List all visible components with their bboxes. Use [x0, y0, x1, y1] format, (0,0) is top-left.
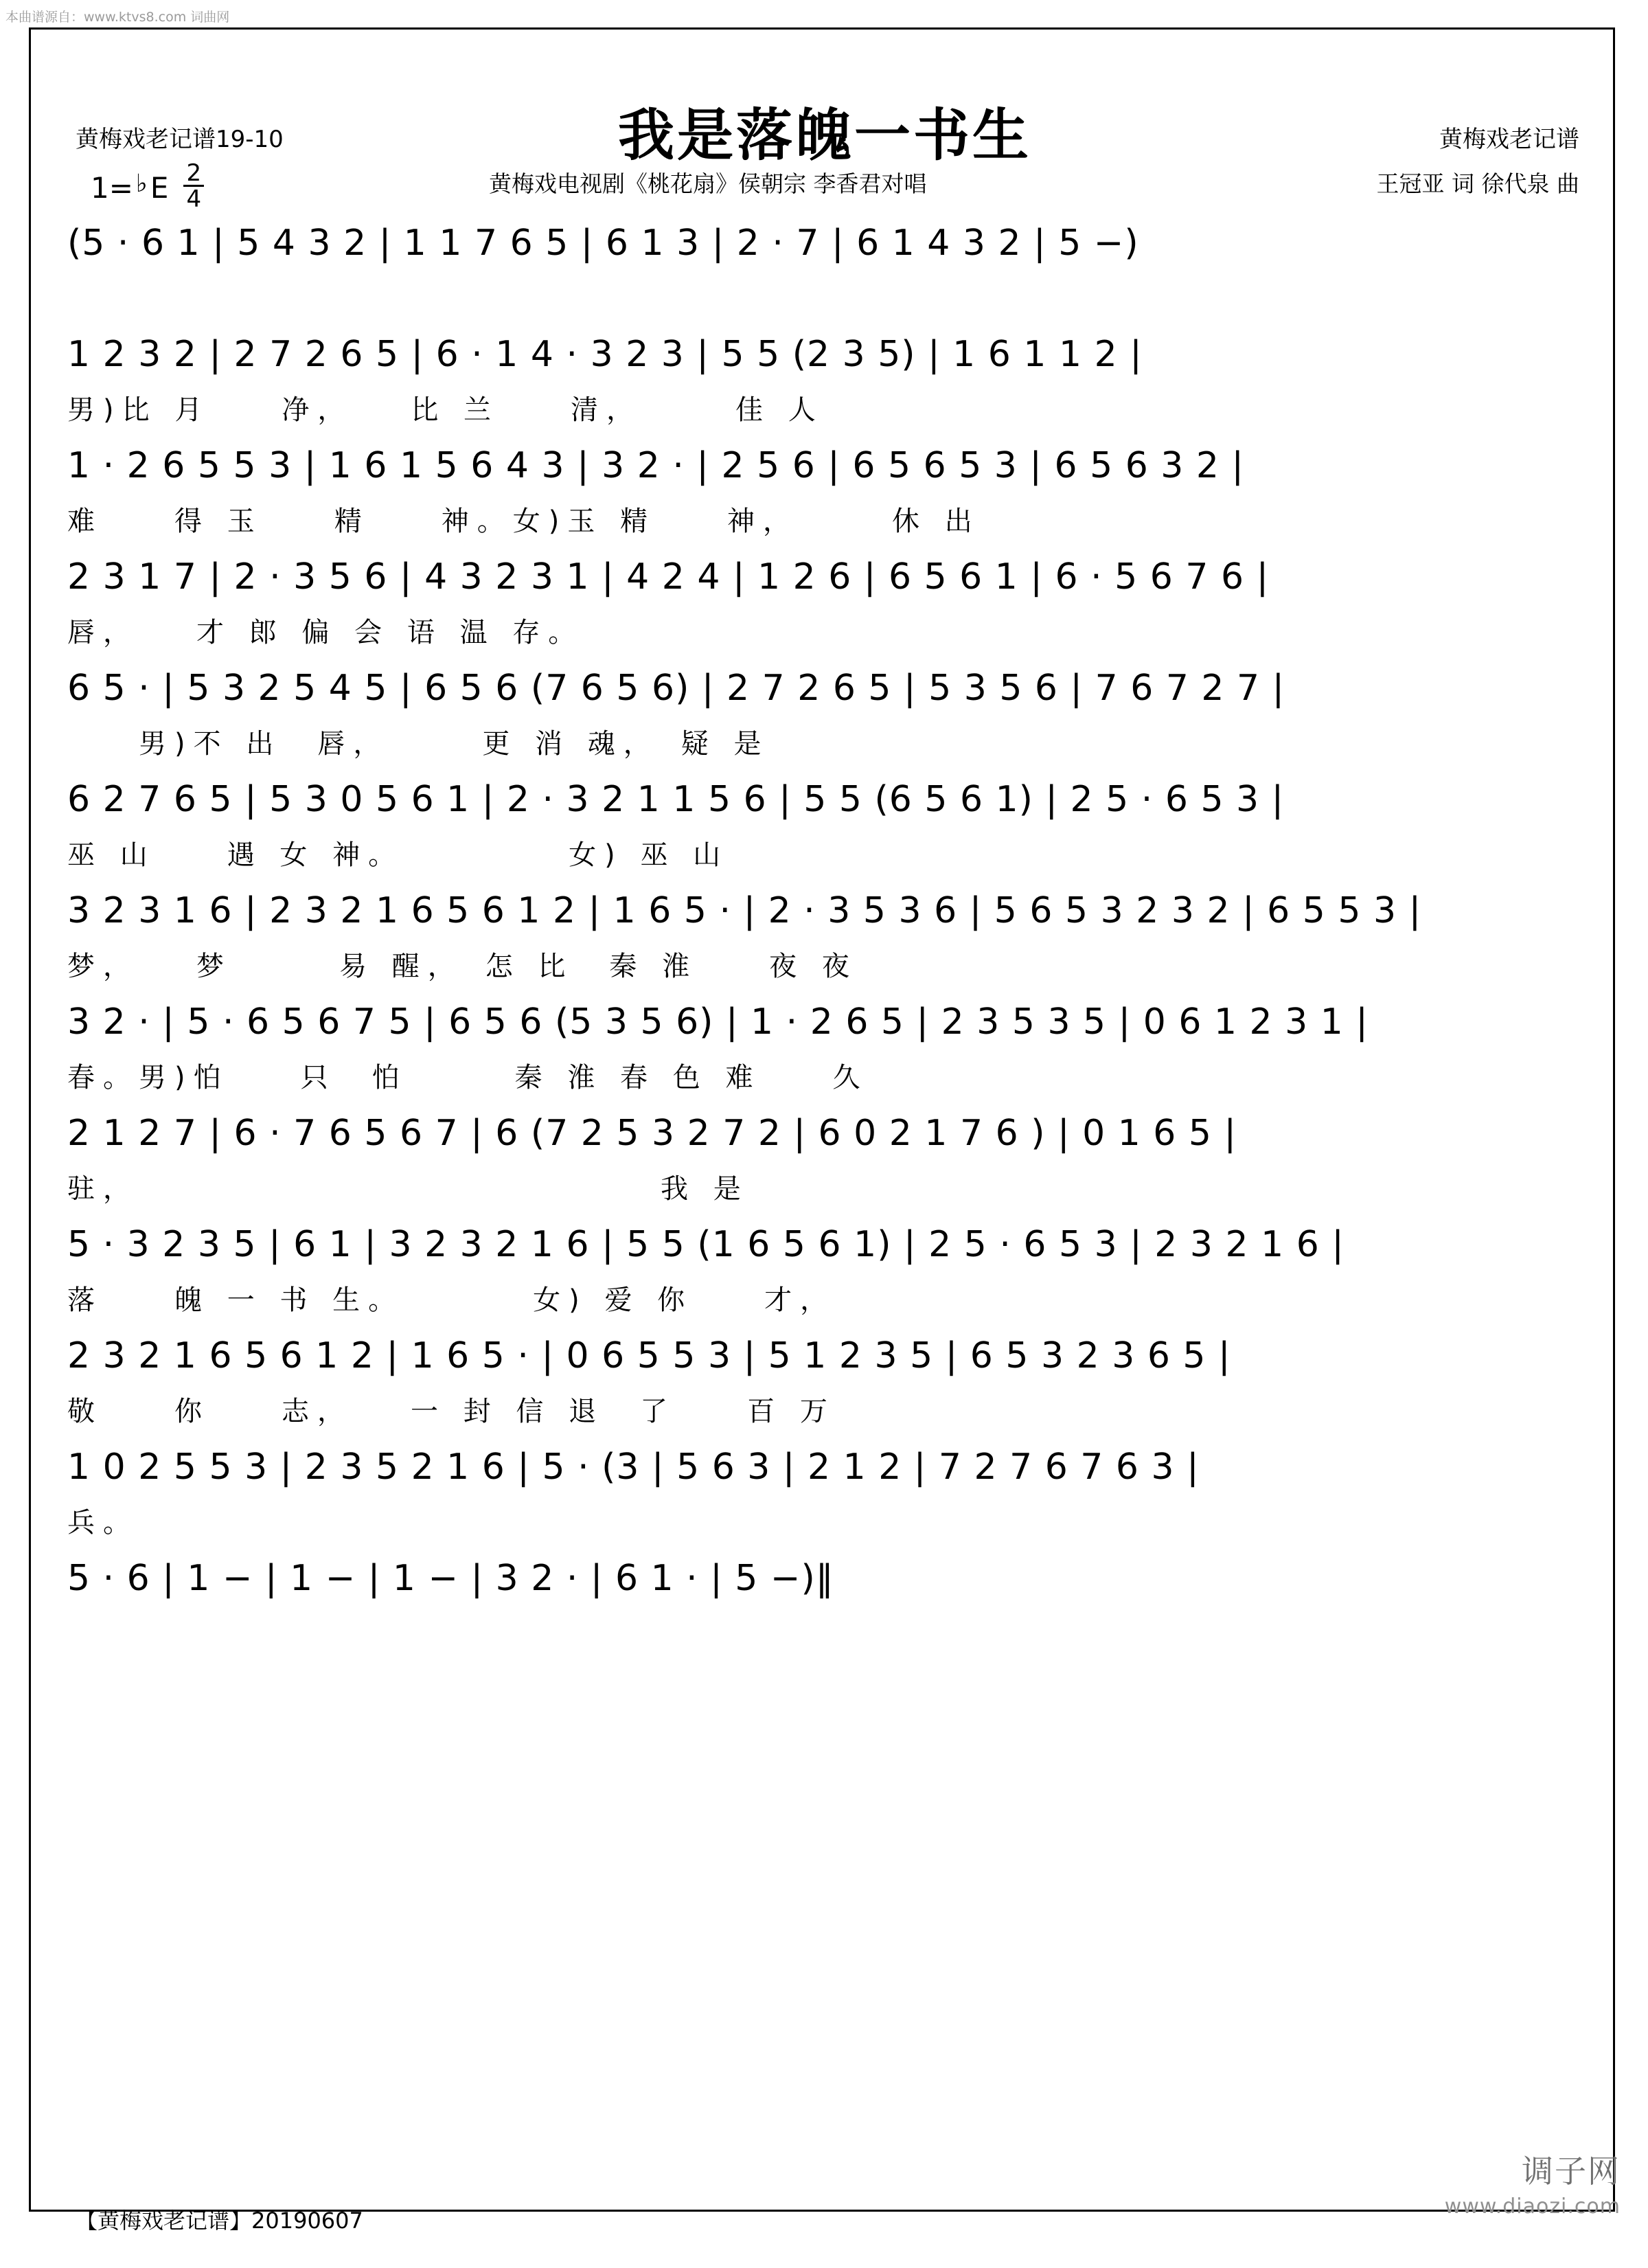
score-system [49, 210, 1600, 321]
notation-line: 1 · 2 6 5 5 3 | 1 6 1 5 6 4 3 | 3 2 · | 2 5 6 | 6 5 6 5 3 | 6 5 6 3 2 | [67, 445, 1245, 486]
notation-line: 5 · 6 | 1 − | 1 − | 1 − | 3 2 · | 6 1 · | 5 −)‖ [67, 1558, 834, 1599]
lyric-line: 男)比 月 净， 比 兰 清， 佳 人 [67, 394, 824, 426]
watermark-top-left: 本曲谱源自：www.ktvs8.com 词曲网 [5, 10, 230, 25]
score-body [49, 210, 1600, 1611]
key-label: 1= [91, 170, 133, 205]
notation-line: 3 2 3 1 6 | 2 3 2 1 6 5 6 1 2 | 1 6 5 · | 2 · 3 5 3 6 | 5 6 5 3 2 3 2 | 6 5 5 3 | [67, 890, 1422, 931]
series-label-left: 黄梅戏老记谱19-10 [76, 126, 284, 153]
lyric-line: 敬 你 志， 一 封 信 退 了 百 万 [67, 1396, 836, 1427]
notation-line: 2 1 2 7 | 6 · 7 6 5 6 7 | 6 (7 2 5 3 2 7 2 | 6 0 2 1 7 6 ) | 0 1 6 5 | [67, 1113, 1237, 1154]
time-signature-numerator: 2 [183, 162, 204, 187]
score-system [49, 433, 1600, 544]
score-system [49, 989, 1600, 1100]
lyric-line: 落 魄 一 书 生。 女) 爱 你 才， [67, 1284, 836, 1316]
score-system [49, 544, 1600, 655]
score-system [49, 655, 1600, 767]
lyric-line [49, 276, 1600, 321]
score-system [49, 1323, 1600, 1434]
time-signature-denominator: 4 [186, 185, 202, 214]
score-system [49, 1212, 1600, 1323]
footer-note: 【黄梅戏老记谱】20190607 [76, 2208, 363, 2234]
lyric-line: 春。男)怕 只 怕 秦 淮 春 色 难 久 [67, 1062, 869, 1093]
score-system [49, 1434, 1600, 1545]
notation-line: 6 5 · | 5 3 2 5 4 5 | 6 5 6 (7 6 5 6) | 2 7 2 6 5 | 5 3 5 6 | 7 6 7 2 7 | [67, 668, 1285, 709]
lyric-line: 梦， 梦 易 醒， 怎 比 秦 淮 夜 夜 [67, 951, 858, 982]
notation-line: 2 3 2 1 6 5 6 1 2 | 1 6 5 · | 0 6 5 5 3 | 5 1 2 3 5 | 6 5 3 2 3 6 5 | [67, 1335, 1231, 1376]
score-inner [49, 48, 1600, 2198]
notation-line: 1 0 2 5 5 3 | 2 3 5 2 1 6 | 5 · (3 | 5 6 3 | 2 1 2 | 7 2 7 6 7 6 3 | [67, 1447, 1200, 1488]
series-label-right: 黄梅戏老记谱 [1439, 126, 1579, 153]
page-title: 我是落魄一书生 [617, 103, 1031, 168]
notation-line: 5 · 3 2 3 5 | 6 1 | 3 2 3 2 1 6 | 5 5 (1 6 5 6 1) | 2 5 · 6 5 3 | 2 3 2 1 6 | [67, 1224, 1344, 1265]
notation-line: 2 3 1 7 | 2 · 3 5 6 | 4 3 2 3 1 | 4 2 4 | 1 2 6 | 6 5 6 1 | 6 · 5 6 7 6 | [67, 556, 1270, 598]
credits: 王冠亚 词 徐代泉 曲 [1376, 170, 1579, 197]
lyric-line: 唇， 才 郎 偏 会 语 温 存。 [67, 617, 584, 648]
watermark-bottom-right [1445, 2146, 1621, 2219]
lyric-line: 巫 山 遇 女 神。 女) 巫 山 [67, 839, 729, 871]
time-signature [183, 159, 204, 214]
notation-line: 6 2 7 6 5 | 5 3 0 5 6 1 | 2 · 3 2 1 1 5 6 | 5 5 (6 5 6 1) | 2 5 · 6 5 3 | [67, 779, 1285, 820]
lyric-line: 兵。 [67, 1507, 139, 1539]
score-system [49, 1100, 1600, 1212]
watermark-site-name: 调子网 [1522, 2153, 1621, 2190]
lyric-line: 难 得 玉 精 神。女)玉 精 神， 休 出 [67, 506, 981, 537]
watermark-site-url: www.diaozi.com [1444, 2195, 1621, 2219]
subtitle: 黄梅戏电视剧《桃花扇》侯朝宗 李香君对唱 [489, 170, 927, 197]
notation-line: 1 2 3 2 | 2 7 2 6 5 | 6 · 1 4 · 3 2 3 | 5 5 (2 3 5) | 1 6 1 1 2 | [67, 334, 1143, 375]
lyric-line: 男)不 出 唇， 更 消 魂， 疑 是 [67, 728, 770, 760]
key-name: E [150, 170, 169, 205]
score-header [49, 48, 1600, 214]
score-system [49, 1545, 1600, 1611]
score-system [49, 878, 1600, 989]
key-signature [91, 159, 204, 214]
notation-line: (5 · 6 1 | 5 4 3 2 | 1 1 7 6 5 | 6 1 3 | 2 · 7 | 6 1 4 3 2 | 5 −) [67, 223, 1139, 264]
score-system [49, 321, 1600, 433]
lyric-line: 驻， 我 是 [67, 1173, 749, 1205]
notation-line: 3 2 · | 5 · 6 5 6 7 5 | 6 5 6 (5 3 5 6) | 1 · 2 6 5 | 2 3 5 3 5 | 0 6 1 2 3 1 | [67, 1001, 1369, 1043]
score-system [49, 767, 1600, 878]
flat-icon: ♭ [135, 169, 148, 198]
